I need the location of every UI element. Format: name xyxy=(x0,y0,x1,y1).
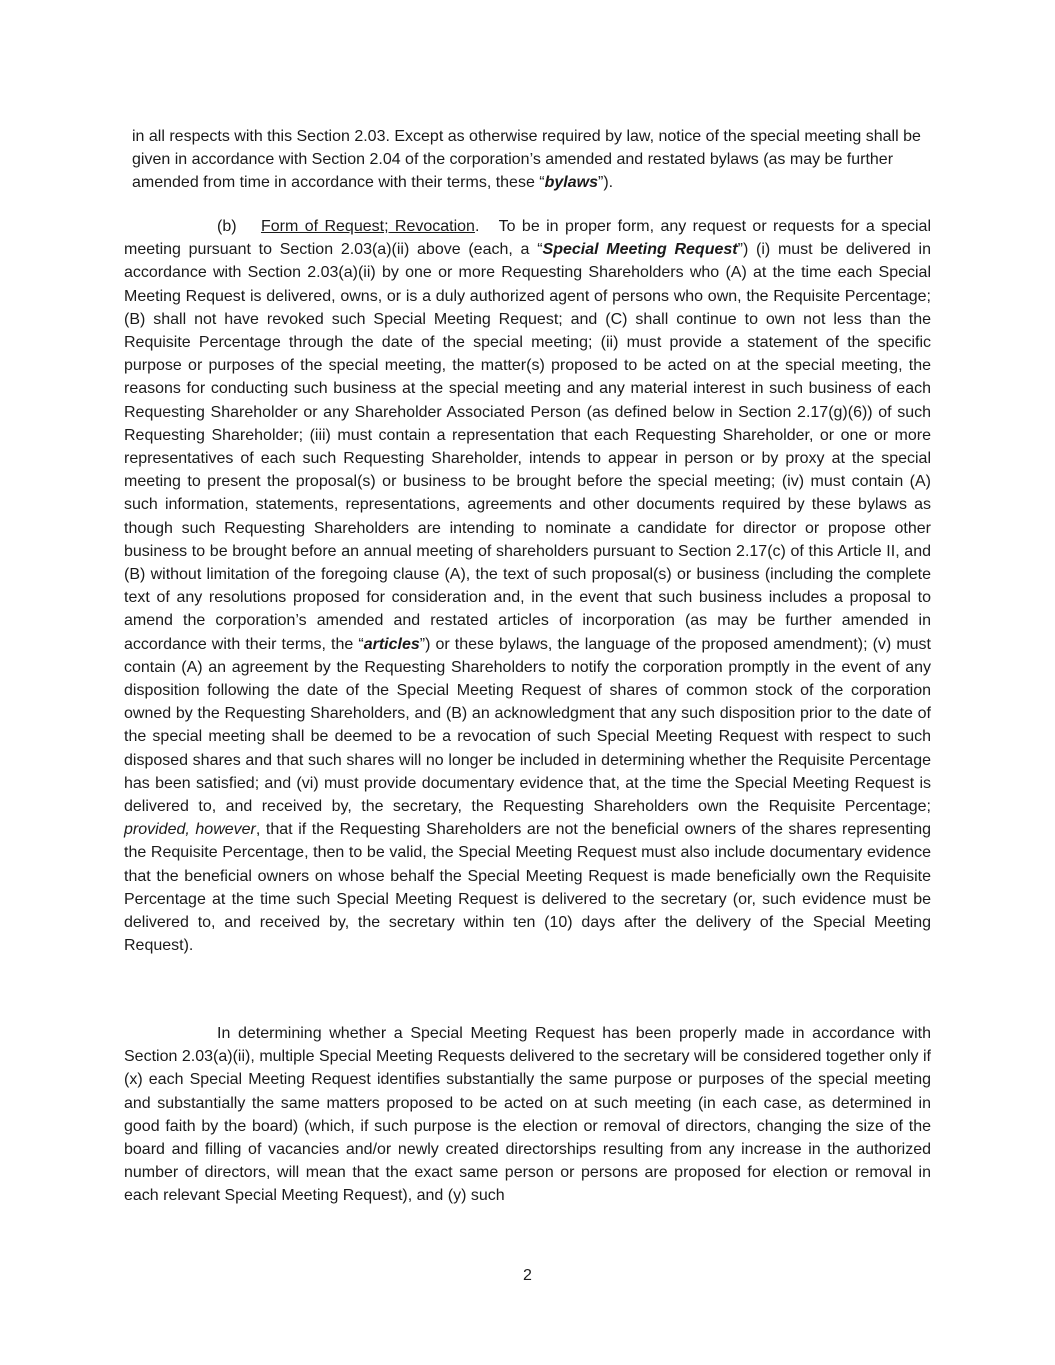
section-b-text-1: To be in proper form, any request or requests for a special meeting pursuant to Section 2.03(a)(ii) above (each, a “ xyxy=(124,218,932,259)
page-number: 2 xyxy=(523,1267,532,1284)
section-b-paragraph xyxy=(124,215,931,958)
continuation-text-end: ”). xyxy=(597,174,614,192)
proviso-phrase: provided, however xyxy=(124,821,256,839)
determining-paragraph xyxy=(124,1022,931,1208)
defined-term-bylaws: bylaws xyxy=(544,174,598,192)
section-b-label: (b) xyxy=(217,218,237,235)
continuation-text: in all respects with this Section 2.03. Except as otherwise required by law, notice of the special meeting shall be given in accordance with Section 2.04 of the corporation’s amended and restated bylaws (as may be further amended from time in accordance with their terms, these “ xyxy=(132,128,921,192)
section-b-text-4: , that if the Requesting Shareholders are not the beneficial owners of the shares representing the Requisite Percentage, then to be valid, the Special Meeting Request must also include documentary evidence that the beneficial owners on whose behalf the Special Meeting Request is made beneficially own the Requisite Percentage at the time such Special Meeting Request is delivered to the secretary (or, such evidence must be delivered to, and received by, the secretary within ten (10) days after the delivery of the Special Meeting Request). xyxy=(124,821,931,955)
continuation-paragraph xyxy=(132,125,931,195)
determining-text: In determining whether a Special Meeting Request has been properly made in accordance with Section 2.03(a)(ii), multiple Special Meeting Requests delivered to the secretary will be considered together only if (x) each Special Meeting Request identifies substantially the same purpose or purposes of the special meeting and substantially the same matters proposed to be acted on at such meeting (in each case, as determined in good faith by the board) (which, if such purpose is the election or removal of directors, changing the size of the board and filling of vacancies and/or newly created directorships resulting from any increase in the authorized number of directors, will mean that the exact same person or persons are proposed for election or removal in each relevant Special Meeting Request), and (y) such xyxy=(124,1025,931,1205)
defined-term-special-meeting-request: Special Meeting Request xyxy=(542,241,738,259)
section-b-heading-punct: . xyxy=(474,218,480,235)
section-b-text-3: ”) or these bylaws, the language of the proposed amendment); (v) must contain (A) an agreement by the Requesting Shareholders to notify the corporation promptly in the event of any disposition following the date of the Special Meeting Request of shares of common stock of the corporation owned by the Requesting Shareholders, and (B) an acknowledgment that any such disposition prior to the date of the special meeting shall be deemed to be a revocation of such Special Meeting Request with respect to such disposed shares and that such shares will no longer be included in determining whether the Requisite Percentage has been satisfied; and (vi) must provide documentary evidence that, at the time the Special Meeting Request is delivered to, and received by, the secretary, the Requesting Shareholders own the Requisite Percentage; xyxy=(124,635,931,816)
section-b-text-2: ”) (i) must be delivered in accordance with Section 2.03(a)(ii) by one or more Requesting Shareholders who (A) at the time each Special Meeting Request is delivered, owns, or is a duly authorized agent of persons who own, the Requisite Percentage; (B) shall not have revoked such Special Meeting Request; and (C) shall continue to own not less than the Requisite Percentage through the date of the special meeting; (ii) must provide a statement of the specific purpose or purposes of the special meeting, the matter(s) proposed to be acted on at the special meeting, the reasons for conducting such business at the special meeting and any material interest in such business of each Requesting Shareholder or any Shareholder Associated Person (as defined below in Section 2.17(g)(6)) of such Requesting Shareholder; (iii) must contain a representation that each Requesting Shareholder, or one or more representatives of each such Requesting Shareholder, intends to appear in person or by proxy at the special meeting to present the proposal(s) or business to be brought before the special meeting; (iv) must contain (A) such information, statements, representations, agreements and other documents required by these bylaws as though such Requesting Shareholders are intending to nominate a candidate for director or propose other business to be brought before an annual meeting of shareholders pursuant to Section 2.17(c) of this Article II, and (B) without limitation of the foregoing clause (A), the text of such proposal(s) or business (including the complete text of any resolutions proposed for consideration and, in the event that such business includes a proposal to amend the corporation’s amended and restated articles of incorporation (as may be further amended in accordance with their terms, the “ xyxy=(124,241,931,653)
section-b-heading: Form of Request; Revocation xyxy=(261,218,475,235)
defined-term-articles: articles xyxy=(363,635,420,653)
